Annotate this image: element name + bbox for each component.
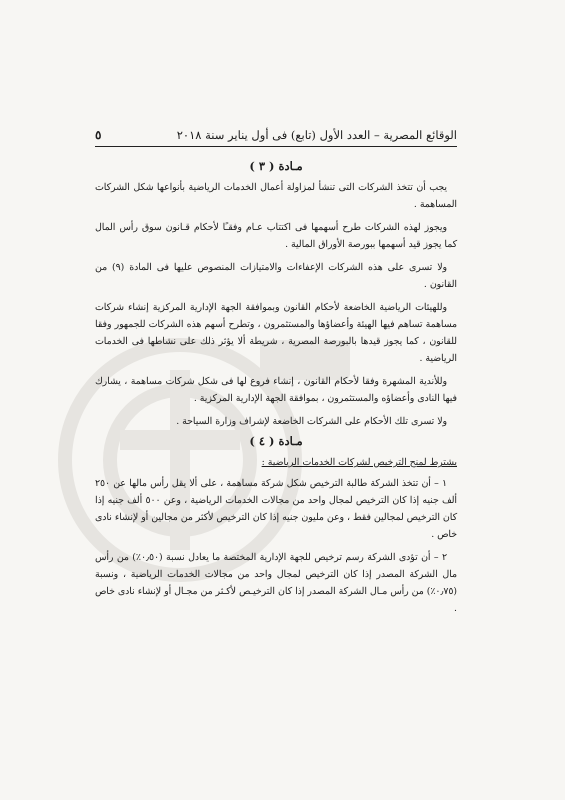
article-4-heading: مـادة ( ٤ ) — [249, 434, 303, 448]
article-3-heading: مـادة ( ٣ ) — [249, 159, 303, 173]
article-3-paragraph: ولا تسرى على هذه الشركات الإعفاءات والامتيازات المنصوص عليها فى المادة (٩) من القانون . — [95, 262, 457, 290]
article-3-paragraph: يجب أن تتخذ الشركات التى تنشأ لمزاولة أعمال الخدمات الرياضية بأنواعها شكل الشركات المساهمة . — [95, 182, 457, 210]
article-3-paragraph: وللأندية المشهرة وفقا لأحكام القانون ، إنشاء فروع لها فى شكل شركات مساهمة ، يشارك فيها النادى وأعضاؤه والمستثمرون ، بموافقة الجهة الإدارية المركزية . — [95, 376, 457, 404]
running-header — [95, 128, 457, 147]
page-content — [95, 128, 457, 623]
header-title: الوقائع المصرية – العدد الأول (تابع) فى أول يناير سنة ٢٠١٨ — [176, 128, 457, 142]
article-4-paragraph: ٢ – أن تؤدى الشركة رسم ترخيص للجهة الإدارية المختصة ما يعادل نسبة (٠٫٥٠٪) من رأس مال الشركة المصدر إذا كان الترخيص لمجال واحد من مجالات الخدمات الرياضية ، ونسبة (٠٫٧٥٪) من رأس مـال الشركة المصدر إذا كان الترخيـص لأكـثر من مجـال أو لإنشاء نادى خاص . — [95, 552, 457, 614]
page-number: ٥ — [95, 128, 102, 142]
article-3-paragraph: وللهيئات الرياضية الخاضعة لأحكام القانون وبموافقة الجهة الإدارية المركزية إنشاء شركات مساهمة تساهم فيها الهيئة وأعضاؤها والمستثمرون ، وتطرح أسهم هذه الشركات للجمهور وفقا للقانون ، كما يجوز قيدها بالبورصة المصرية ، شريطة ألا يؤثر ذلك على نشاطها فى الخدمات الرياضية . — [95, 302, 457, 364]
article-4-paragraph: ١ – أن تتخذ الشركة طالبة الترخيص شكل شركة مساهمة ، على ألا يقل رأس مالها عن ٢٥٠ ألف جنيه إذا كان الترخيص لمجال واحد من مجالات الخدمات الرياضية ، وعن ٥٠٠ ألف جنيه إذا كان الترخيص لمجالين فقط ، وعن مليون جنيه إذا كان الترخيص لأكثر من مجالين أو لإنشاء نادى خاص . — [95, 478, 457, 540]
article-3-paragraph: ويجوز لهذه الشركات طرح أسهمها فى اكتتاب عـام وفقـًا لأحكام قـانون سوق رأس المال كما يجوز قيد أسهمها ببورصة الأوراق المالية . — [95, 222, 457, 250]
article-4-subheading: يشترط لمنح الترخيص لشركات الخدمات الرياضية : — [261, 457, 457, 468]
article-3-paragraph: ولا تسرى تلك الأحكام على الشركات الخاضعة لإشراف وزارة السياحة . — [176, 416, 447, 427]
